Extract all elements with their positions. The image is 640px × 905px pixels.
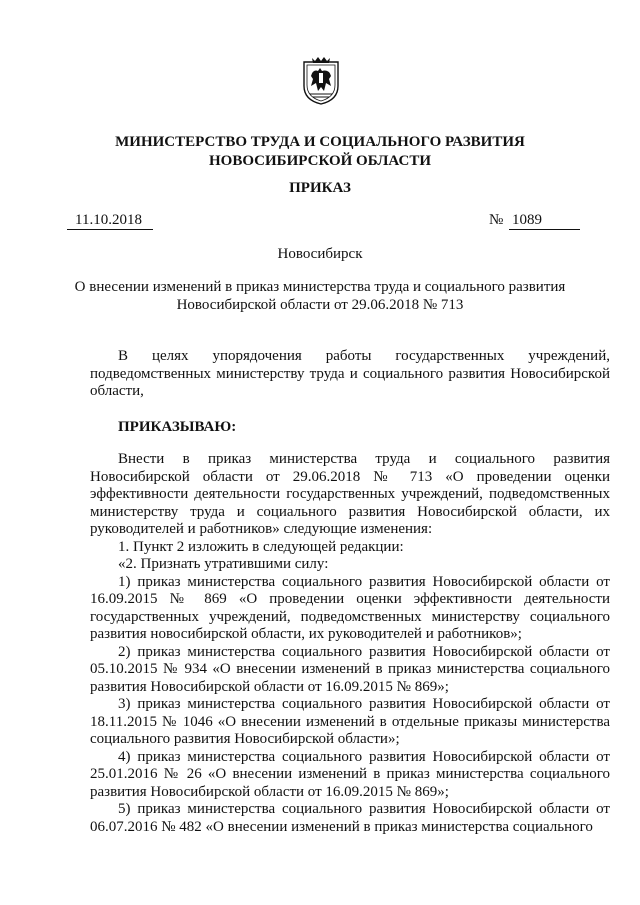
list-item: 4) приказ министерства социального развития Новосибирской области от 25.01.2016 № 26 «О внесении изменений в приказ министерства социального развития Новосибирской области от 16.09.2015 № 869»; [90, 748, 610, 800]
order-subject-line1: О внесении изменений в приказ министерства труда и социального развития [74, 279, 566, 295]
order-subject [0, 278, 640, 314]
ministry-title-line1: МИНИСТЕРСТВО ТРУДА И СОЦИАЛЬНОГО РАЗВИТИЯ [115, 134, 525, 150]
paragraph-amend: Внести в приказ министерства труда и социального развития Новосибирской области от 29.06.2018 № 713 «О проведении оценки эффективности деятельности государственных учреждений, подведомственных министерству труда и социального развития Новосибирской области, их руководителей и работников» следующие изменения: [90, 451, 610, 537]
order-body [90, 451, 610, 836]
coat-of-arms-icon [300, 56, 342, 106]
order-date-field [67, 211, 153, 230]
order-date: 11.10.2018 [75, 212, 142, 228]
order-number: 1089 [512, 212, 542, 228]
paragraph-point-2: 1. Пункт 2 изложить в следующей редакции: [118, 538, 404, 555]
order-word: ПРИКАЗЫВАЮ: [118, 419, 237, 435]
number-sign: № [489, 212, 504, 228]
ministry-title-line2: НОВОСИБИРСКОЙ ОБЛАСТИ [208, 153, 432, 169]
list-item: 3) приказ министерства социального развития Новосибирской области от 18.11.2015 № 1046 «О внесении изменений в отдельные приказы министерства социального развития Новосибирской области»; [90, 696, 610, 747]
order-number-field [509, 211, 580, 230]
paragraph-repeal-header: «2. Признать утратившими силу: [118, 556, 329, 572]
coat-of-arms-emblem [300, 56, 342, 106]
intro-paragraph: В целях упорядочения работы государственных учреждений, подведомственных министерству труда и социального развития Новосибирской области, [90, 348, 610, 399]
list-item: 1) приказ министерства социального развития Новосибирской области от 16.09.2015 № 869 «О проведении оценки эффективности деятельности государственных учреждений, подведомственных министерству социального развития новосибирской области, их руководителей и работников»; [90, 573, 610, 642]
document-type: ПРИКАЗ [289, 180, 351, 196]
intro-section [90, 348, 610, 401]
order-subject-line2: Новосибирской области от 29.06.2018 № 713 [176, 297, 464, 313]
list-item: 5) приказ министерства социального развития Новосибирской области от 06.07.2016 № 482 «О внесении изменений в приказ министерства социального [90, 801, 610, 835]
list-item: 2) приказ министерства социального развития Новосибирской области от 05.10.2015 № 934 «О внесении изменений в приказ министерства социального развития Новосибирской области от 16.09.2015 № 869»; [90, 643, 610, 695]
ministry-title [0, 133, 640, 171]
city-name: Новосибирск [277, 246, 363, 262]
